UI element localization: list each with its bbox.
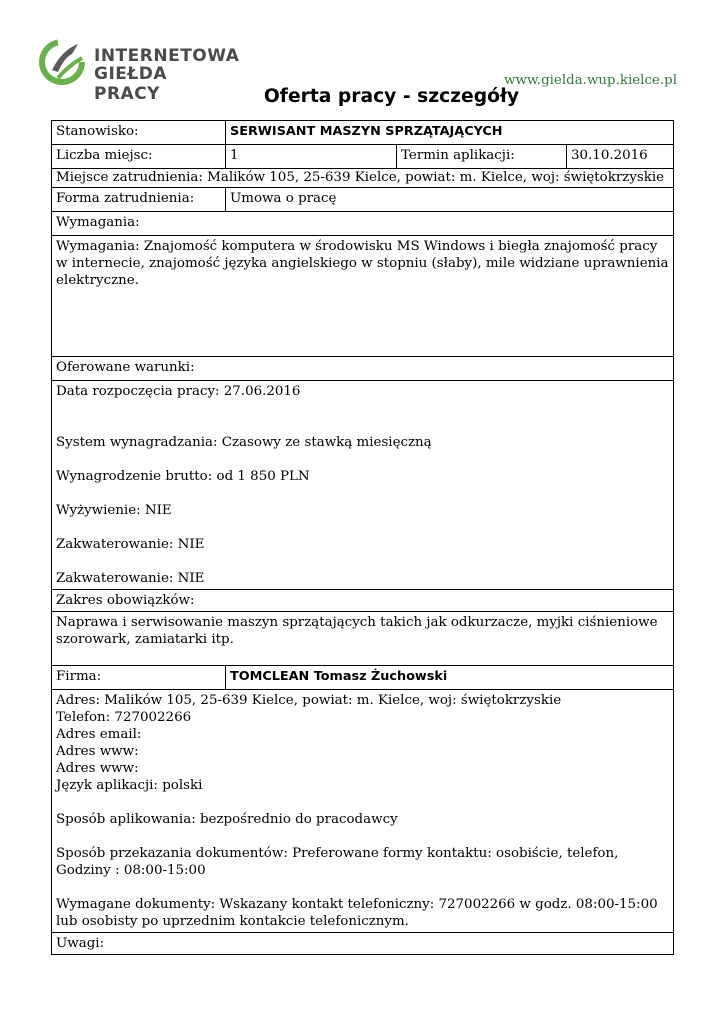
row-wymagania-label [52,212,674,236]
firma-value: TOMCLEAN Tomasz Żuchowski [226,666,674,690]
logo-text-line2: GIEŁDA PRACY [94,64,168,104]
row-kontakt [52,690,674,933]
row-warunki [52,381,674,590]
row-warunki-label [52,357,674,381]
row-miejsce [52,169,674,188]
zakwaterowanie-2: Zakwaterowanie: NIE [56,571,205,586]
termin-value: 30.10.2016 [567,145,674,169]
row-liczba [52,145,674,169]
uwagi-label: Uwagi: [52,933,674,955]
sposob-aplikowania: Sposób aplikowania: bezpośrednio do pracodawcy [56,812,398,827]
telefon: Telefon: 727002266 [56,710,192,725]
warunki-label: Oferowane warunki: [52,357,674,381]
row-zakres-label [52,590,674,612]
page-header [0,0,725,115]
data-rozpoczecia: Data rozpoczęcia pracy: 27.06.2016 [56,384,301,399]
row-stanowisko [52,121,674,145]
row-zakres-text [52,612,674,666]
warunki-content [52,381,674,590]
adres-www-2: Adres www: [56,761,139,776]
logo-text-line1: INTERNETOWA [94,46,240,66]
row-wymagania-text [52,236,674,357]
forma-value: Umowa o pracę [226,188,674,212]
liczba-label: Liczba miejsc: [52,145,226,169]
row-uwagi [52,933,674,955]
stanowisko-value: SERWISANT MASZYN SPRZĄTAJĄCYCH [226,121,674,145]
logo [38,36,240,104]
stanowisko-label: Stanowisko: [52,121,226,145]
adres-email: Adres email: [56,727,142,742]
zakwaterowanie-1: Zakwaterowanie: NIE [56,537,205,552]
system-wynagradzania: System wynagradzania: Czasowy ze stawką miesięczną [56,435,432,450]
wymagane-dokumenty-cont: lub osobisty po uprzednim kontakcie telefonicznym. [56,914,409,929]
offer-table [51,120,674,955]
kontakt-content [52,690,674,933]
termin-label: Termin aplikacji: [397,145,567,169]
row-forma [52,188,674,212]
row-firma [52,666,674,690]
wyzywienie: Wyżywienie: NIE [56,503,172,518]
wymagania-label: Wymagania: [52,212,674,236]
adres-www-1: Adres www: [56,744,139,759]
zakres-text: Naprawa i serwisowanie maszyn sprzątających takich jak odkurzacze, myjki ciśnieniowe szorowark, zamiatarki itp. [52,612,674,666]
site-url: www.gielda.wup.kielce.pl [504,73,677,88]
wynagrodzenie-brutto: Wynagrodzenie brutto: od 1 850 PLN [56,469,310,484]
adres: Adres: Malików 105, 25-639 Kielce, powiat: m. Kielce, woj: świętokrzyskie [56,693,562,708]
zakres-label: Zakres obowiązków: [52,590,674,612]
forma-label: Forma zatrudnienia: [52,188,226,212]
page-title: Oferta pracy - szczegóły [263,86,520,107]
liczba-value: 1 [226,145,397,169]
jezyk-aplikacji: Język aplikacji: polski [56,778,203,793]
logo-icon [38,36,90,88]
miejsce-zatrudnienia: Miejsce zatrudnienia: Malików 105, 25-639 Kielce, powiat: m. Kielce, woj: świętokrzyskie [52,169,674,188]
wymagania-text: Wymagania: Znajomość komputera w środowisku MS Windows i biegła znajomość pracy w internecie, znajomość języka angielskiego w stopniu (słaby), mile widziane uprawnienia elektryczne. [52,236,674,357]
wymagane-dokumenty: Wymagane dokumenty: Wskazany kontakt telefoniczny: 727002266 w godz. 08:00-15:00 [56,897,658,912]
firma-label: Firma: [52,666,226,690]
sposob-przekazania: Sposób przekazania dokumentów: Preferowane formy kontaktu: osobiście, telefon, Godziny : 08:00-15:00 [56,846,619,878]
